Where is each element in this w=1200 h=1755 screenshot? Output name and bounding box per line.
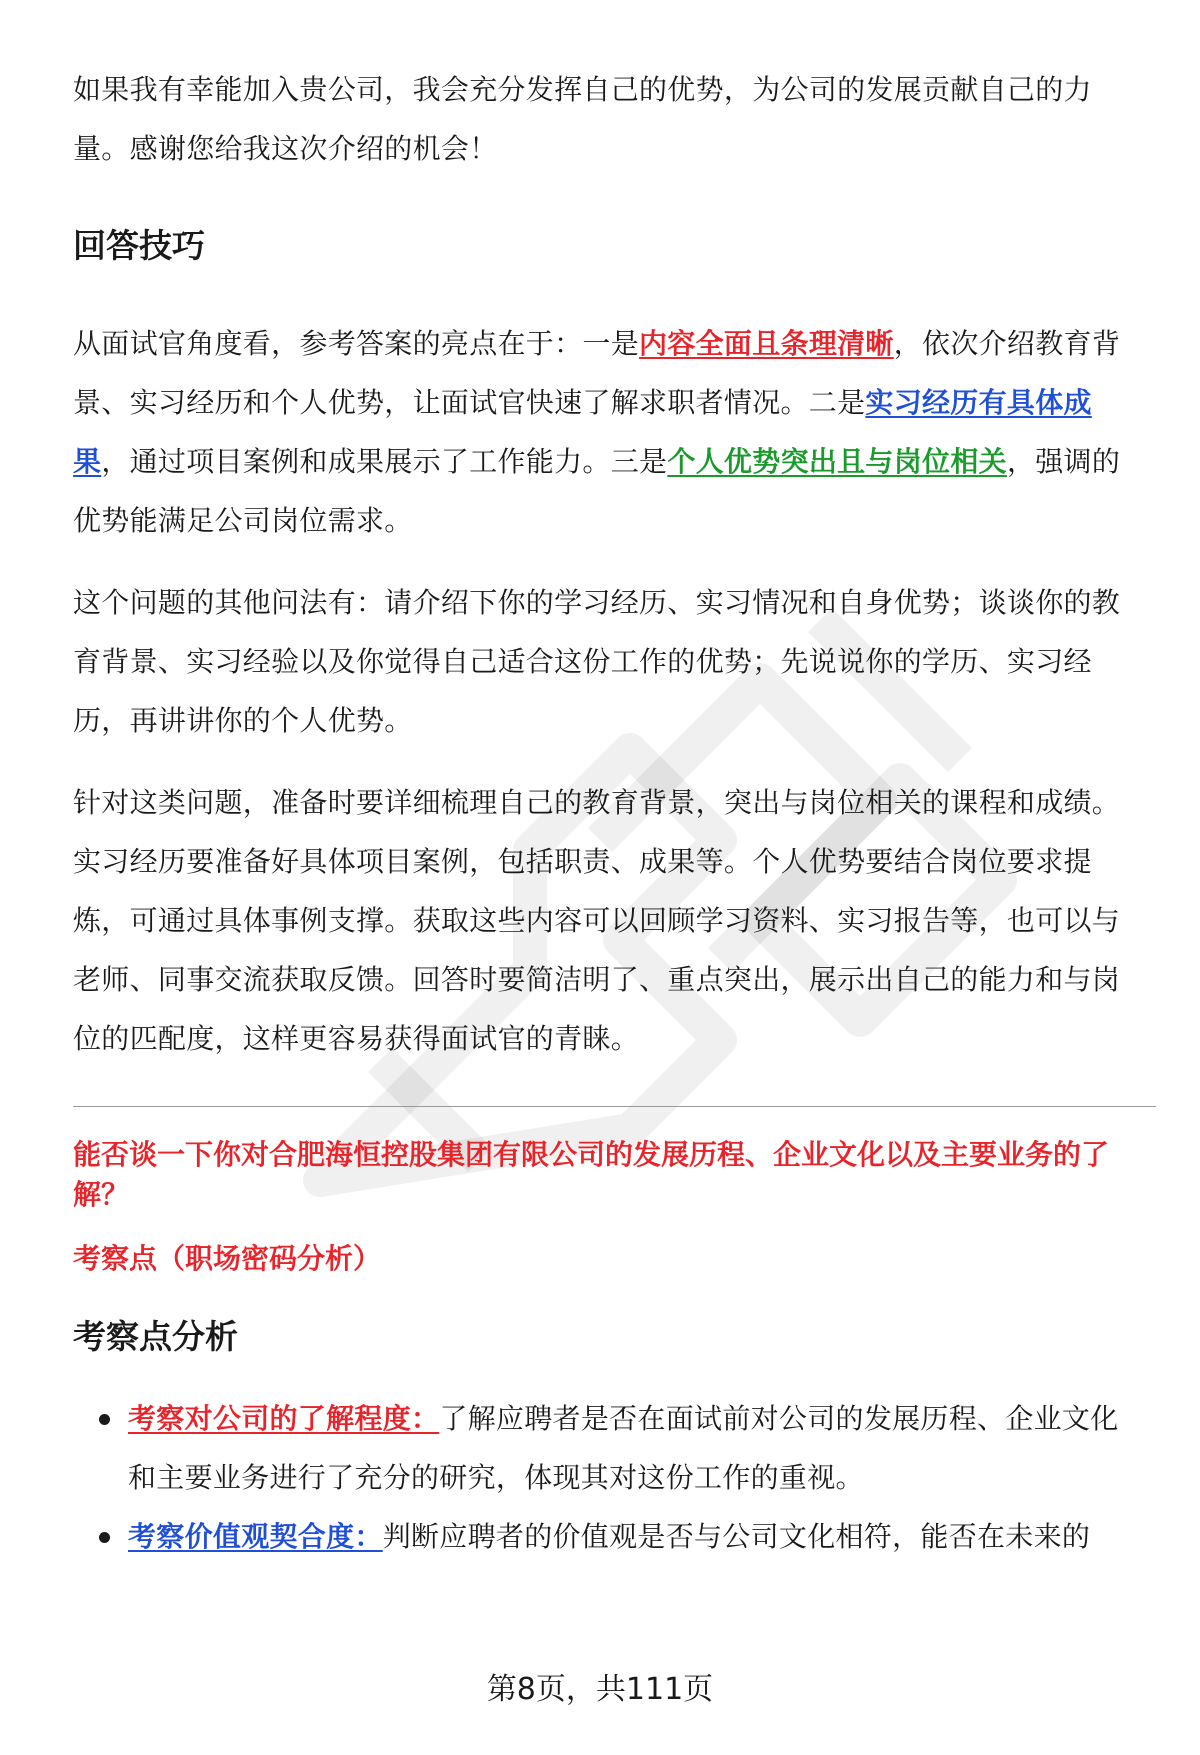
intro-paragraph: 如果我有幸能加入贵公司，我会充分发挥自己的优势，为公司的发展贡献自己的力量。感谢您给我这次介绍的机会！ xyxy=(73,73,1092,165)
tips-text-c: ，通过项目案例和成果展示了工作能力。三是 xyxy=(101,445,668,478)
point-label: 考察价值观契合度： xyxy=(128,1520,383,1553)
tips-paragraph-preparation: 针对这类问题，准备时要详细梳理自己的教育背景，突出与岗位相关的课程和成绩。实习经历要准备好具体项目案例，包括职责、成果等。个人优势要结合岗位要求提炼，可通过具体事例支撑。获取这些内容可以回顾学习资料、实习报告等，也可以与老师、同事交流获取反馈。回答时要简洁明了、重点突出，展示出自己的能力和与岗位的匹配度，这样更容易获得面试官的青睐。 xyxy=(73,786,1121,1055)
tips-text-a: 从面试官角度看，参考答案的亮点在于：一是 xyxy=(73,327,640,360)
list-item xyxy=(73,1389,1138,1507)
list-item xyxy=(73,1507,1138,1566)
point-label: 考察对公司的了解程度： xyxy=(128,1402,440,1435)
analysis-list xyxy=(73,1389,1138,1566)
bullet-dot xyxy=(99,1532,110,1543)
highlight-blue: 实习经历有具体成果 xyxy=(73,386,1092,478)
tips-text-d: ，强调的优势能满足公司岗位需求。 xyxy=(73,445,1121,537)
highlight-red: 内容全面且条理清晰 xyxy=(639,327,894,360)
tips-text-b: ，依次介绍教育背景、实习经历和个人优势，让面试官快速了解求职者情况。二是 xyxy=(73,327,1121,419)
question-title: 能否谈一下你对合肥海恒控股集团有限公司的发展历程、企业文化以及主要业务的了解？ xyxy=(73,1138,1110,1211)
tips-paragraph-alternatives: 这个问题的其他问法有：请介绍下你的学习经历、实习情况和自身优势；谈谈你的教育背景、实习经验以及你觉得自己适合这份工作的优势；先说说你的学历、实习经历，再讲讲你的个人优势。 xyxy=(73,586,1121,737)
page-number: 第8页，共111页 xyxy=(486,1672,714,1707)
highlight-green: 个人优势突出且与岗位相关 xyxy=(667,445,1007,478)
point-text: 了解应聘者是否在面试前对公司的发展历程、企业文化和主要业务进行了充分的研究，体现其对这份工作的重视。 xyxy=(128,1402,1119,1494)
content-area xyxy=(73,60,1138,1566)
question-subtitle: 考察点（职场密码分析） xyxy=(73,1242,382,1275)
bullet-dot xyxy=(99,1414,110,1425)
point-text: 判断应聘者的价值观是否与公司文化相符，能否在未来的 xyxy=(382,1520,1091,1553)
tips-heading: 回答技巧 xyxy=(73,226,205,265)
analysis-heading: 考察点分析 xyxy=(73,1317,238,1356)
tips-paragraph-highlights xyxy=(73,314,1138,550)
